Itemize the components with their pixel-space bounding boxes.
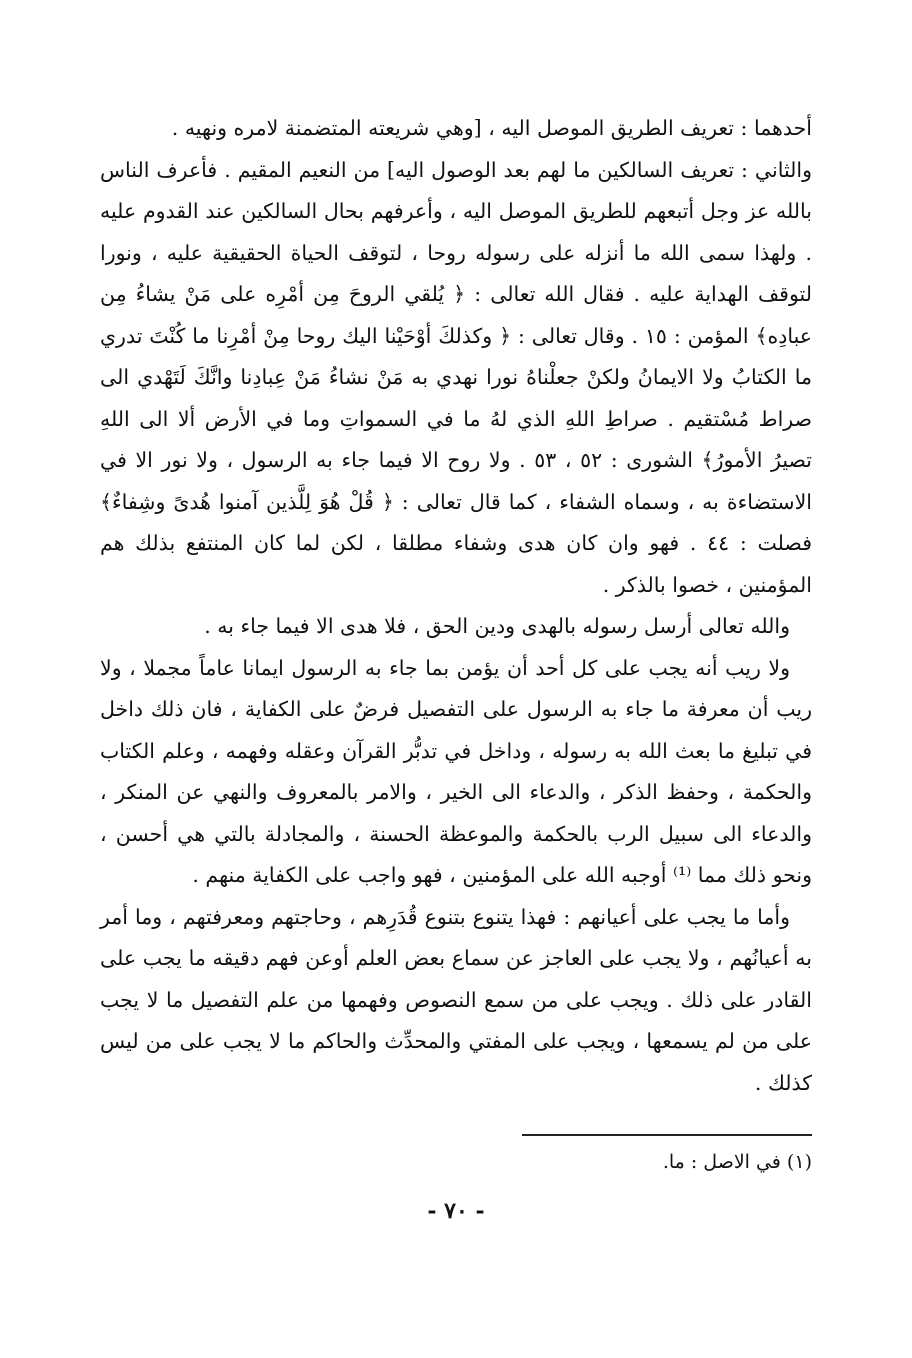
footnote: (١) في الاصل : ما. (662, 1151, 812, 1173)
book-page (100, 108, 812, 1338)
page-body (100, 108, 812, 1104)
paragraph-second-aspect: والثاني : تعريف السالكين ما لهم بعد الوصول اليه] من النعيم المقيم . فأعرف الناس بالله عز وجل أتبعهم للطريق الموصل اليه ، وأعرفهم بحال السالكين عند القدوم عليه . ولهذا سمى الله ما أنزله على رسوله روحا ، لتوقف الحياة الحقيقية عليه ، ونورا لتوقف الهداية عليه . فقال الله تعالى : ﴿ يُلقي الروحَ مِن أمْرِه على مَنْ يشاءُ مِن عبادِه﴾ المؤمن : ١٥ . وقال تعالى : ﴿ وكذلكَ أوْحَيْنا اليك روحا مِنْ أمْرِنا ما كُنْتَ تدري ما الكتابُ ولا الايمانُ ولكنْ جعلْناهُ نورا نهدي به مَنْ نشاءُ مَنْ عِبادِنا وانَّكَ لَتَهْدي الى صراط مُسْتقيم . صراطِ اللهِ الذي لهُ ما في السمواتِ وما في الأرض ألا الى اللهِ تصيرُ الأمورُ﴾ الشورى : ٥٢ ، ٥٣ . ولا روح الا فيما جاء به الرسول ، ولا نور الا في الاستضاءة به ، وسماه الشفاء ، كما قال تعالى : ﴿ قُلْ هُوَ لِلَّذين آمنوا هُدىً وشِفاءٌ﴾ فصلت : ٤٤ . فهو وان كان هدى وشفاء مطلقا ، لكن لما كان المنتفع بذلك هم المؤمنين ، خصوا بالذكر . (100, 157, 812, 597)
page-number: - ٧٠ - (427, 1198, 485, 1224)
paragraph-guidance: والله تعالى أرسل رسوله بالهدى ودين الحق ، فلا هدى الا فيما جاء به . (204, 614, 790, 638)
paragraph-first-aspect: أحدهما : تعريف الطريق الموصل اليه ، [وهي شريعته المتضمنة لامره ونهيه . (171, 116, 812, 140)
paragraph-communal-duty: ولا ريب أنه يجب على كل أحد أن يؤمن بما جاء به الرسول ايمانا عاماً مجملا ، ولا ريب أن معرفة ما جاء به الرسول على التفصيل فرضٌ على الكفاية ، فان ذلك داخل في تبليغ ما بعث الله به رسوله ، وداخل في تدبُّر القرآن وعقله وفهمه ، وعلم الكتاب والحكمة ، وحفظ الذكر ، والدعاء الى الخير ، والامر بالمعروف والنهي عن المنكر ، والدعاء الى سبيل الرب بالحكمة والموعظة الحسنة ، والمجادلة بالتي هي أحسن ، ونحو ذلك مما ⁽¹⁾ أوجبه الله على المؤمنين ، فهو واجب على الكفاية منهم . (100, 655, 812, 887)
footnote-separator (522, 1134, 812, 1136)
paragraph-individual-duty: وأما ما يجب على أعيانهم : فهذا يتنوع بتنوع قُدَرِهم ، وحاجتهم ومعرفتهم ، وما أمر به أعيانُهم ، ولا يجب على العاجز عن سماع بعض العلم أوعن فهم دقيقه ما يجب على القادر على ذلك . ويجب على من سمع النصوص وفهمها من علم التفصيل ما لا يجب على من لم يسمعها ، ويجب على المفتي والمحدِّث والحاكم ما لا يجب على من ليس كذلك . (100, 904, 812, 1095)
